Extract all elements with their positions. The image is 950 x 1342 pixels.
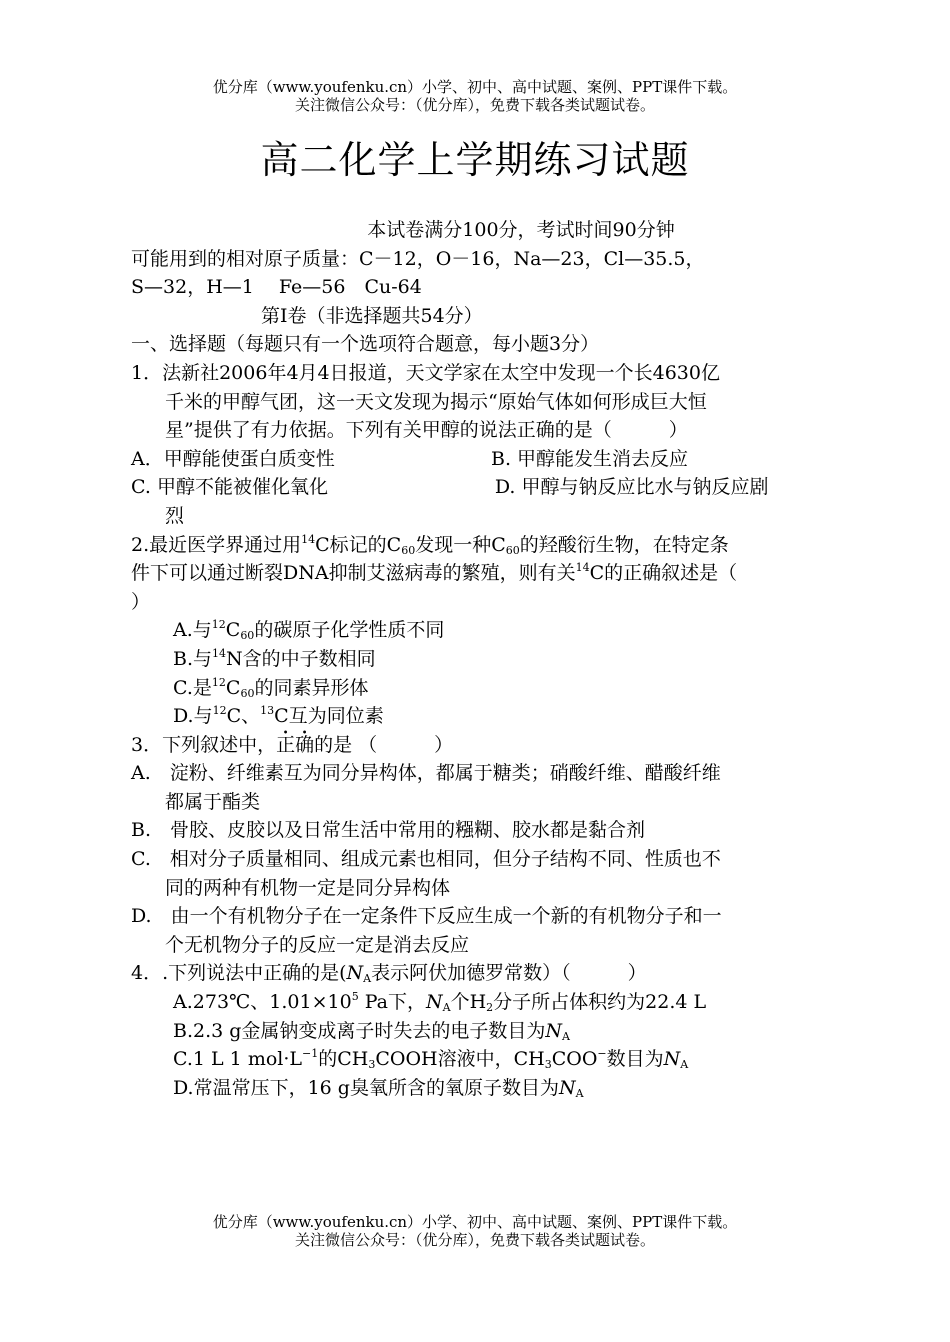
q2-option-c: C.是$^{12}C_{60}$的同素异形体: [173, 675, 369, 700]
q4-stem: 4．.下列说法中正确的是($N_A$表示阿伏加德罗常数）（ ）: [131, 962, 647, 986]
q4-option-d: D.常温常压下，16 g臭氧所含的氧原子数目为$N_A$: [173, 1076, 584, 1100]
q2-stem-line-1: 2.最近医学界通过用$^{14}$C标记的$C_{60}$发现一种$C_{60}$的羟酸衍生物，在特定条: [131, 532, 729, 557]
q4-option-a: A.273℃、$1.01\times 10^5$ Pa下，$N_A$个$H_2$分子所占体积约为22.4 L: [173, 990, 707, 1015]
q2-option-a: A.与$^{12}C_{60}$的碳原子化学性质不同: [173, 618, 445, 643]
atomic-masses-line-1: 可能用到的相对原子质量：C－12，O－16，Na—23，Cl—35.5，: [131, 247, 705, 270]
q3-option-c-line-2: 同的两种有机物一定是同分异构体: [165, 876, 451, 899]
q1-options-row-1: [131, 445, 831, 474]
q1-option-a: A．甲醇能使蛋白质变性: [131, 447, 335, 470]
q1-stem-line-3: 星”提供了有力依据。下列有关甲醇的说法正确的是（ ）: [165, 419, 688, 442]
emphasis-char: 确: [295, 733, 315, 756]
q1-option-c: C. 甲醇不能被催化氧化: [131, 476, 328, 499]
page-header: [0, 78, 950, 114]
q3-option-d-line-1: D. 由一个有机物分子在一定条件下反应生成一个新的有机物分子和一: [131, 905, 722, 928]
exam-info: 本试卷满分100分，考试时间90分钟: [367, 219, 675, 241]
question-2: [131, 531, 831, 731]
q3-option-a-line-1: A. 淀粉、纤维素互为同分异构体，都属于糖类；硝酸纤维、醋酸纤维: [131, 762, 721, 785]
q2-stem-line-2: 件下可以通过断裂DNA抑制艾滋病毒的繁殖，则有关$^{14}$C的正确叙述是（: [131, 561, 738, 585]
q3-option-d-line-2: 个无机物分子的反应一定是消去反应: [165, 933, 470, 956]
emphasis-char: 正: [276, 733, 296, 756]
q1-option-d: D. 甲醇与钠反应比水与钠反应剧: [494, 476, 769, 499]
page-footer: [0, 1213, 950, 1249]
q2-option-b: B.与$^{14}$N含的中子数相同: [173, 646, 376, 670]
footer-line-1: 优分库（www.youfenku.cn）小学、初中、高中试题、案例、PPT课件下载。: [212, 1213, 738, 1231]
section-title: 一、选择题（每题只有一个选项符合题意，每小题3分）: [131, 333, 600, 356]
q1-stem-line-2: 千米的甲醇气团，这一天文发现为揭示“原始气体如何形成巨大恒: [165, 390, 707, 413]
q3-stem: 3．下列叙述中，正确的是 （ ）: [131, 733, 454, 756]
volume-title: 第Ⅰ卷（非选择题共54分）: [261, 304, 483, 327]
exam-content: [131, 216, 831, 1102]
question-1: [131, 359, 831, 531]
page-title: 高二化学上学期练习试题: [260, 138, 690, 182]
question-4: [131, 959, 831, 1102]
q4-option-c: C.1 L 1 $mol\cdot L^{-1}$的$CH_3COOH$溶液中，$CH_3COO^-$数目为$N_A$: [173, 1047, 689, 1072]
atomic-masses-line-2: S—32，H—1 Fe—56 Cu-64: [131, 276, 422, 299]
q1-stem-line-1: 1．法新社2006年4月4日报道，天文学家在太空中发现一个长4630亿: [131, 361, 720, 384]
q1-option-b: B. 甲醇能发生消去反应: [491, 447, 689, 470]
header-line-1: 优分库（www.youfenku.cn）小学、初中、高中试题、案例、PPT课件下载。: [212, 78, 738, 96]
header-line-2: 关注微信公众号：（优分库），免费下载各类试题试卷。: [294, 96, 655, 114]
q3-option-a-line-2: 都属于酯类: [165, 790, 261, 813]
question-3: [131, 731, 831, 960]
q3-option-b: B. 骨胶、皮胶以及日常生活中常用的糨糊、胶水都是黏合剂: [131, 819, 646, 842]
footer-line-2: 关注微信公众号：（优分库），免费下载各类试题试卷。: [294, 1231, 655, 1249]
q1-option-d-cont: 烈: [165, 504, 185, 527]
q2-option-d: D.与$^{12}$C、$^{13}$C互为同位素: [173, 704, 384, 728]
q3-option-c-line-1: C. 相对分子质量相同、组成元素也相同，但分子结构不同、性质也不: [131, 848, 721, 871]
q2-stem-line-3: ）: [131, 590, 151, 613]
q4-option-b: B.2.3 g金属钠变成离子时失去的电子数目为$N_A$: [173, 1019, 570, 1043]
q1-options-row-2: [131, 473, 831, 502]
